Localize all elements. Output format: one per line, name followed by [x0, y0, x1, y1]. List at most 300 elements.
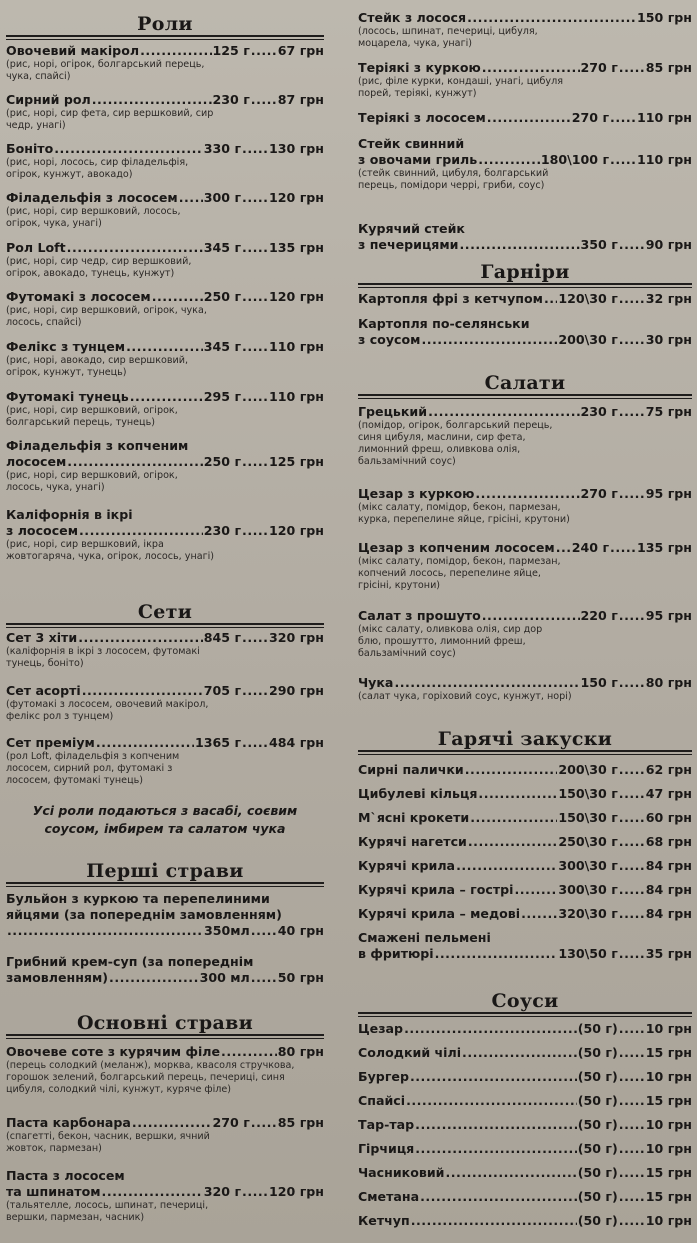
- dot-leader: [462, 1045, 577, 1061]
- menu-item-name: Філадельфія з лососем: [6, 190, 178, 205]
- menu-item-price: 110 грн: [269, 339, 324, 354]
- dot-leader: [54, 141, 203, 157]
- dot-leader: [404, 1021, 577, 1037]
- menu-item-name: Боніто: [6, 141, 54, 156]
- menu-item-price-line: [358, 1045, 692, 1061]
- menu-item-price-line: [358, 1093, 692, 1109]
- menu-item-description: (лосось, шпинат, печериці, цибуля,: [358, 26, 538, 37]
- menu-item-description: жовток, пармезан): [6, 1143, 102, 1154]
- menu-item-description: (рис, норі, сир вершковий, ікра: [6, 539, 164, 550]
- menu-item-weight: 180\100 г: [540, 152, 610, 167]
- menu-item-description: (каліфорнія в ікрі з лососем, футомакі: [6, 646, 200, 657]
- menu-item-name: Спайсі: [358, 1093, 406, 1108]
- menu-item-description: огірок, кунжут, тунець): [6, 367, 127, 378]
- menu-item: [358, 786, 692, 802]
- menu-item-name: з соусом: [358, 332, 421, 347]
- menu-item-weight: 240 г: [571, 540, 610, 555]
- menu-item: [6, 1115, 324, 1155]
- menu-item-weight: (50 г): [577, 1117, 618, 1132]
- dot-leader: [610, 110, 636, 126]
- dot-leader: [619, 858, 645, 874]
- dot-leader: [544, 291, 557, 307]
- menu-item-price-line: [6, 735, 324, 751]
- menu-item-description: фелікс рол з тунцем): [6, 711, 114, 722]
- menu-item-price-line: [6, 454, 324, 470]
- menu-item-name-line: [358, 930, 692, 946]
- menu-item-weight: 345 г: [203, 339, 242, 354]
- menu-item: [358, 404, 692, 468]
- menu-item-name: Бургер: [358, 1069, 409, 1084]
- menu-item-price: 290 грн: [269, 683, 324, 698]
- menu-item-name-line: [358, 136, 692, 152]
- menu-item-price-line: [358, 675, 692, 691]
- menu-item-price: 130 грн: [269, 141, 324, 156]
- dot-leader: [619, 404, 645, 420]
- dot-leader: [610, 152, 636, 168]
- menu-item-price: 85 грн: [645, 60, 692, 75]
- menu-item-description: синя цибуля, маслини, сир фета,: [358, 432, 526, 443]
- dot-leader: [619, 834, 645, 850]
- dot-leader: [109, 970, 199, 986]
- menu-item-price: 120 грн: [269, 523, 324, 538]
- menu-item-price: 80 грн: [645, 675, 692, 690]
- menu-item-weight: 150\30 г: [558, 786, 618, 801]
- dot-leader: [67, 240, 203, 256]
- dot-leader: [410, 1069, 577, 1085]
- menu-item: [6, 507, 324, 563]
- dot-leader: [619, 1213, 645, 1229]
- dot-leader: [482, 60, 580, 76]
- dot-leader: [92, 92, 212, 108]
- menu-item-price: 120 грн: [269, 1184, 324, 1199]
- menu-item-description: огірок, чука, унагі): [6, 218, 102, 229]
- menu-item-price-line: [358, 810, 692, 826]
- menu-item-name: Курячі нагетси: [358, 834, 467, 849]
- dot-leader: [478, 152, 540, 168]
- menu-item-price: 10 грн: [645, 1213, 692, 1228]
- dot-leader: [242, 190, 268, 206]
- menu-item-name-line: [6, 507, 324, 523]
- dot-leader: [619, 1045, 645, 1061]
- dot-leader: [514, 882, 557, 898]
- menu-item-description: (рол Loft, філадельфія з копченим: [6, 751, 180, 762]
- menu-item-price: 320 грн: [269, 630, 324, 645]
- dot-leader: [619, 332, 645, 348]
- dot-leader: [456, 858, 557, 874]
- menu-item: [6, 954, 324, 986]
- dot-leader: [556, 540, 571, 556]
- menu-item-weight: 250 г: [203, 454, 242, 469]
- menu-item-description: бальзамічний соус): [358, 648, 456, 659]
- menu-item-name: Курячі крила: [358, 858, 456, 873]
- menu-item-weight: 230 г: [212, 92, 250, 107]
- dot-leader: [242, 630, 268, 646]
- menu-item: [358, 1141, 692, 1157]
- menu-item-description: (рис, філе курки, кондаші, унагі, цибуля: [358, 76, 563, 87]
- menu-item-description: (салат чука, горіховий соус, кунжут, норі): [358, 691, 572, 702]
- dot-leader: [435, 946, 558, 962]
- menu-item: [358, 1069, 692, 1085]
- menu-item-weight: 200\30 г: [558, 332, 618, 347]
- menu-item-price-line: [6, 1184, 324, 1200]
- menu-item-description: (рис, норі, лосось, сир філадельфія,: [6, 157, 189, 168]
- menu-item-price-line: [358, 834, 692, 850]
- dot-leader: [619, 1189, 645, 1205]
- menu-item-weight: (50 г): [577, 1093, 618, 1108]
- section-title: Соуси: [491, 990, 559, 1012]
- menu-item-weight: 350мл: [203, 923, 250, 938]
- menu-item-weight: 270 г: [580, 60, 618, 75]
- menu-item-name: Цезар з куркою: [358, 486, 475, 501]
- menu-item-description: перець, помідори черрі, гриби, соус): [358, 180, 545, 191]
- menu-item: [358, 906, 692, 922]
- menu-item: [358, 486, 692, 526]
- menu-item: [358, 1165, 692, 1181]
- menu-item-name: Футомакі тунець: [6, 389, 129, 404]
- menu-item-name: Овочеве соте з курячим філе: [6, 1044, 221, 1059]
- menu-item-price-line: [6, 339, 324, 355]
- menu-item-description: лососем, сирний рол, футомакі з: [6, 763, 173, 774]
- menu-item-description: моцарела, чука, унагі): [358, 38, 473, 49]
- dot-leader: [242, 454, 268, 470]
- menu-item-description: лосось, чука, унагі): [6, 482, 105, 493]
- menu-item-price-line: [358, 906, 692, 922]
- menu-item-price-line: [358, 762, 692, 778]
- dot-leader: [140, 43, 211, 59]
- dot-leader: [82, 683, 203, 699]
- dot-leader: [242, 735, 268, 751]
- menu-item-description: блю, прошутто, лимонний фреш,: [358, 636, 526, 647]
- menu-item-weight: 150\30 г: [558, 810, 618, 825]
- menu-item-name: Сирний рол: [6, 92, 91, 107]
- menu-item-name: Сет 3 хіти: [6, 630, 78, 645]
- dot-leader: [619, 1117, 645, 1133]
- menu-item-price: 67 грн: [277, 43, 324, 58]
- menu-item-weight: (50 г): [577, 1069, 618, 1084]
- menu-item-weight: (50 г): [577, 1213, 618, 1228]
- dot-leader: [251, 43, 277, 59]
- menu-item-name-line: [358, 221, 692, 237]
- menu-item-price-line: [6, 43, 324, 59]
- dot-leader: [221, 1044, 277, 1060]
- menu-item-weight: 300 г: [203, 190, 242, 205]
- menu-item-price-line: [358, 291, 692, 307]
- menu-item-name: М`ясні крокети: [358, 810, 470, 825]
- menu-item-price: 84 грн: [645, 858, 692, 873]
- menu-item-weight: 350 г: [580, 237, 618, 252]
- menu-item-price: 30 грн: [645, 332, 692, 347]
- menu-item-weight: 330 г: [203, 141, 242, 156]
- menu-item-name-part: Каліфорнія в ікрі: [6, 507, 133, 522]
- menu-item-price: 150 грн: [637, 10, 692, 25]
- menu-item: [358, 1213, 692, 1229]
- dot-leader: [619, 1021, 645, 1037]
- menu-item-price-line: [358, 110, 692, 126]
- section-rule: [358, 1012, 692, 1014]
- dot-leader: [619, 291, 645, 307]
- menu-item-name-line: [6, 954, 324, 970]
- section-title: Гарячі закуски: [437, 728, 613, 750]
- menu-item: [6, 289, 324, 329]
- menu-item-price-line: [358, 540, 692, 556]
- menu-item-description: тунець, боніто): [6, 658, 84, 669]
- menu-item-price: 135 грн: [269, 240, 324, 255]
- menu-item-weight: 320\30 г: [558, 906, 618, 921]
- menu-item-price-line: [358, 946, 692, 962]
- menu-item-description: огірок, авокадо, тунець, кунжут): [6, 268, 175, 279]
- menu-item-name: Цезар з копченим лососем: [358, 540, 555, 555]
- menu-item-name-part: Паста з лососем: [6, 1168, 125, 1183]
- dot-leader: [242, 683, 268, 699]
- menu-item-weight: (50 г): [577, 1045, 618, 1060]
- menu-item-price: 15 грн: [645, 1189, 692, 1204]
- dot-leader: [619, 486, 645, 502]
- menu-item-name-part: Філадельфія з копченим: [6, 438, 189, 453]
- menu-item-price: 68 грн: [645, 834, 692, 849]
- dot-leader: [619, 60, 645, 76]
- menu-item-name: Грецький: [358, 404, 428, 419]
- menu-item-description: (рис, норі, огірок, болгарський перець,: [6, 59, 205, 70]
- menu-item-description: (рис, норі, сир чедр, сир вершковий,: [6, 256, 192, 267]
- menu-item-description: (рис, норі, сир вершковий, огірок,: [6, 405, 178, 416]
- menu-item-name-part: Стейк свинний: [358, 136, 465, 151]
- menu-item-description: (футомакі з лососем, овочевий макірол,: [6, 699, 209, 710]
- menu-item-description: огірок, кунжут, авокадо): [6, 169, 133, 180]
- menu-item: [6, 1044, 324, 1096]
- dot-leader: [619, 946, 645, 962]
- menu-item: [6, 92, 324, 132]
- menu-item-description: болгарський перець, тунець): [6, 417, 155, 428]
- menu-item-name-part: Грибний крем-суп (за попереднім: [6, 954, 254, 969]
- menu-item: [6, 683, 324, 723]
- menu-item-price-line: [358, 1117, 692, 1133]
- menu-item-description: (рис, норі, сир вершковий, лосось,: [6, 206, 181, 217]
- section-rule: [358, 283, 692, 285]
- menu-item: [358, 675, 692, 703]
- menu-item-name: Курячі крила – гострі: [358, 882, 514, 897]
- menu-item-name: з лососем: [6, 523, 78, 538]
- menu-item-description: лосось, спайсі): [6, 317, 82, 328]
- menu-item-price: 32 грн: [645, 291, 692, 306]
- menu-item-price-line: [358, 858, 692, 874]
- menu-item: [358, 1045, 692, 1061]
- dot-leader: [619, 608, 645, 624]
- menu-item-description: лососем, футомакі тунець): [6, 775, 143, 786]
- menu-item-weight: 230 г: [580, 404, 618, 419]
- menu-item-description: чедр, унагі): [6, 120, 66, 131]
- dot-leader: [242, 389, 268, 405]
- menu-item-price: 87 грн: [277, 92, 324, 107]
- menu-item: [358, 1021, 692, 1037]
- menu-item: [358, 858, 692, 874]
- menu-item-name: Рол Loft: [6, 240, 66, 255]
- dot-leader: [421, 332, 557, 348]
- dot-leader: [242, 523, 268, 539]
- menu-item-price: 10 грн: [645, 1021, 692, 1036]
- menu-item-price-line: [358, 1189, 692, 1205]
- dot-leader: [411, 1213, 577, 1229]
- menu-item-description: вершки, пармезан, часник): [6, 1212, 145, 1223]
- menu-item-name-part: Картопля по-селянськи: [358, 316, 530, 331]
- dot-leader: [251, 92, 277, 108]
- menu-item-name: замовленням): [6, 970, 109, 985]
- menu-item: [6, 630, 324, 670]
- menu-item: [358, 10, 692, 50]
- menu-item-weight: 230 г: [203, 523, 242, 538]
- menu-item-price-line: [358, 1021, 692, 1037]
- dot-leader: [428, 404, 579, 420]
- menu-item-name: з печерицями: [358, 237, 459, 252]
- menu-item-description: горошок зелений, болгарський перець, печериці, синя: [6, 1072, 285, 1083]
- menu-item-price-line: [358, 1213, 692, 1229]
- menu-item-weight: 250\30 г: [558, 834, 618, 849]
- menu-item-weight: 1365 г: [195, 735, 242, 750]
- menu-item: [358, 810, 692, 826]
- menu-item-description: (тальятелле, лосось, шпинат, печериці,: [6, 1200, 209, 1211]
- menu-item-name-line: [358, 316, 692, 332]
- menu-item-price-line: [6, 1115, 324, 1131]
- section-title: Салати: [484, 372, 566, 394]
- dot-leader: [96, 735, 194, 751]
- menu-item-price-line: [358, 237, 692, 253]
- menu-item-description: лимонний фреш, оливкова олія,: [358, 444, 521, 455]
- menu-item-price: 120 грн: [269, 190, 324, 205]
- dot-leader: [406, 1093, 577, 1109]
- section-title: Сети: [137, 601, 193, 623]
- menu-item-weight: 270 г: [580, 486, 618, 501]
- menu-item-price-line: [358, 152, 692, 168]
- menu-item-price-line: [358, 608, 692, 624]
- menu-item: [358, 316, 692, 348]
- menu-item-price: 60 грн: [645, 810, 692, 825]
- dot-leader: [619, 1141, 645, 1157]
- dot-leader: [78, 630, 203, 646]
- menu-item-name: Салат з прошуто: [358, 608, 481, 623]
- menu-item-name-line: [6, 891, 324, 907]
- menu-item-description: жовтогаряча, чука, огірок, лосось, унагі): [6, 551, 215, 562]
- sets-note: Усі роли подаються з васабі, соєвим: [32, 803, 298, 818]
- menu-item-name: Цезар: [358, 1021, 404, 1036]
- section-title: Роли: [137, 13, 193, 35]
- menu-item: [358, 762, 692, 778]
- menu-item-price-line: [358, 10, 692, 26]
- menu-item-description: порей, теріякі, кунжут): [358, 88, 477, 99]
- menu-item-name: та шпинатом: [6, 1184, 101, 1199]
- menu-item-name: Кетчуп: [358, 1213, 410, 1228]
- dot-leader: [242, 289, 268, 305]
- dot-leader: [619, 237, 645, 253]
- menu-item: [358, 608, 692, 660]
- menu-item-name: Курячі крила – медові: [358, 906, 521, 921]
- menu-item-description: грісіні, крутони): [358, 580, 441, 591]
- menu-item-name-line: [6, 1168, 324, 1184]
- menu-item-name: Цибулеві кільця: [358, 786, 478, 801]
- dot-leader: [420, 1189, 577, 1205]
- dot-leader: [465, 762, 558, 778]
- menu-item-price: 10 грн: [645, 1141, 692, 1156]
- menu-item: [358, 221, 692, 253]
- menu-item-weight: 320 г: [203, 1184, 242, 1199]
- dot-leader: [415, 1117, 577, 1133]
- menu-item-name: з овочами гриль: [358, 152, 478, 167]
- menu-item-price-line: [6, 1044, 324, 1060]
- menu-item-name: Теріякі з куркою: [358, 60, 481, 75]
- dot-leader: [242, 339, 268, 355]
- section-rule: [358, 750, 692, 752]
- menu-item-weight: 220 г: [580, 608, 618, 623]
- menu-item-price-line: [358, 486, 692, 502]
- menu-item: [6, 1168, 324, 1224]
- menu-item-price: 84 грн: [645, 906, 692, 921]
- dot-leader: [126, 339, 203, 355]
- menu-item-price: 484 грн: [269, 735, 324, 750]
- menu-item-description: курка, перепелине яйце, грісіні, крутони): [358, 514, 570, 525]
- menu-item-name: Футомакі з лососем: [6, 289, 151, 304]
- dot-leader: [251, 1115, 277, 1131]
- menu-item-weight: 120\30 г: [558, 291, 618, 306]
- menu-item: [358, 110, 692, 126]
- dot-leader: [619, 675, 645, 691]
- menu-item: [6, 190, 324, 230]
- menu-item: [358, 1189, 692, 1205]
- menu-item-price: 75 грн: [645, 404, 692, 419]
- menu-item-name-part: Бульйон з куркою та перепелиними: [6, 891, 270, 906]
- sets-note: соусом, імбирем та салатом чука: [44, 821, 286, 836]
- menu-item-price-line: [358, 404, 692, 420]
- menu-item-weight: 150 г: [580, 675, 618, 690]
- menu-item-weight: (50 г): [577, 1189, 618, 1204]
- menu-item-description: (мікс салату, помідор, бекон, пармезан,: [358, 556, 561, 567]
- menu-item-name: Часниковий: [358, 1165, 445, 1180]
- menu-item-description: (мікс салату, помідор, бекон, пармезан,: [358, 502, 561, 513]
- dot-leader: [242, 141, 268, 157]
- menu-item-price-line: [6, 190, 324, 206]
- dot-leader: [619, 810, 645, 826]
- menu-item-price: 125 грн: [269, 454, 324, 469]
- dot-leader: [619, 1165, 645, 1181]
- menu-item-weight: (50 г): [577, 1165, 618, 1180]
- menu-item-weight: 300 мл: [199, 970, 250, 985]
- menu-item-price-line: [6, 523, 324, 539]
- menu-item-weight: 300\30 г: [558, 882, 618, 897]
- menu-item-weight: 705 г: [203, 683, 242, 698]
- menu-item-name: Теріякі з лососем: [358, 110, 486, 125]
- dot-leader: [445, 1165, 576, 1181]
- menu-item: [6, 339, 324, 379]
- dot-leader: [470, 810, 557, 826]
- menu-item-weight: (50 г): [577, 1021, 618, 1036]
- dot-leader: [251, 923, 277, 939]
- menu-item: [358, 60, 692, 100]
- menu-item-price: 10 грн: [645, 1069, 692, 1084]
- menu-item-description: (стейк свинний, цибуля, болгарський: [358, 168, 549, 179]
- menu-item-price-line: [6, 92, 324, 108]
- dot-leader: [179, 190, 203, 206]
- menu-item-price: 120 грн: [269, 289, 324, 304]
- menu-item-name: Солодкий чілі: [358, 1045, 462, 1060]
- menu-item: [6, 141, 324, 181]
- menu-item-price: 110 грн: [269, 389, 324, 404]
- menu-item-price: 84 грн: [645, 882, 692, 897]
- menu-item: [6, 735, 324, 787]
- menu-item: [6, 891, 324, 939]
- dot-leader: [619, 882, 645, 898]
- section-title: Гарніри: [480, 261, 570, 283]
- dot-leader: [251, 970, 277, 986]
- menu-item-description: копчений лосось, перепелине яйце,: [358, 568, 541, 579]
- menu-item: [6, 240, 324, 280]
- menu-item-price-line: [358, 1069, 692, 1085]
